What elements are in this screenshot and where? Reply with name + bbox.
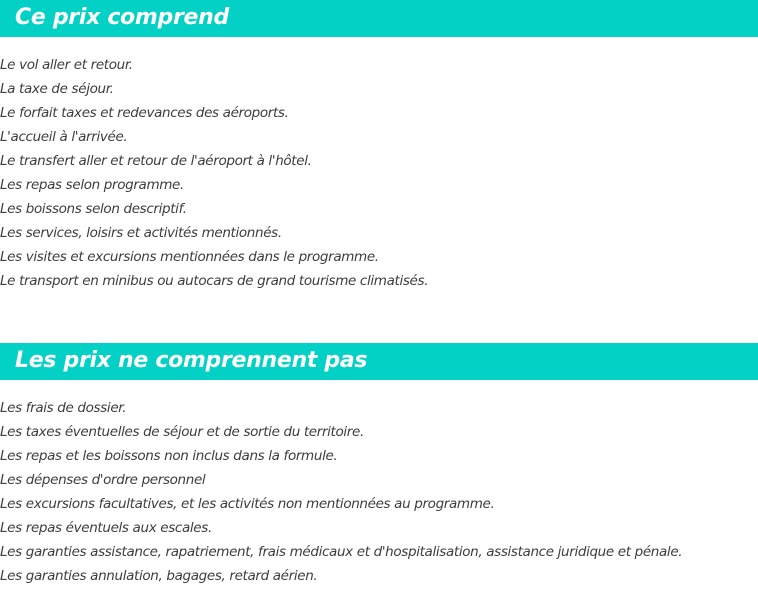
list-item: Les garanties annulation, bagages, retard aérien. [0,568,318,584]
list-item: L'accueil à l'arrivée. [0,129,128,145]
list-item: Les taxes éventuelles de séjour et de sortie du territoire. [0,424,364,440]
list-item: Le forfait taxes et redevances des aéroports. [0,105,289,121]
includes-section-title: Ce prix comprend [0,0,758,37]
list-item: La taxe de séjour. [0,81,114,97]
excludes-section-title: Les prix ne comprennent pas [0,343,758,380]
list-item: Les boissons selon descriptif. [0,201,187,217]
list-item: Les garanties assistance, rapatriement, frais médicaux et d'hospitalisation, assistance juridique et pénale. [0,544,683,560]
list-item: Les frais de dossier. [0,400,127,416]
list-item: Le transport en minibus ou autocars de grand tourisme climatisés. [0,273,429,289]
list-item: Les excursions facultatives, et les activités non mentionnées au programme. [0,496,495,512]
list-item: Les dépenses d'ordre personnel [0,472,206,488]
list-item: Les visites et excursions mentionnées dans le programme. [0,249,379,265]
includes-list [0,53,428,293]
list-item: Les repas selon programme. [0,177,184,193]
list-item: Les services, loisirs et activités mentionnés. [0,225,282,241]
list-item: Le vol aller et retour. [0,57,133,73]
excludes-list [0,396,682,588]
list-item: Les repas éventuels aux escales. [0,520,212,536]
list-item: Les repas et les boissons non inclus dans la formule. [0,448,338,464]
list-item: Le transfert aller et retour de l'aéroport à l'hôtel. [0,153,312,169]
